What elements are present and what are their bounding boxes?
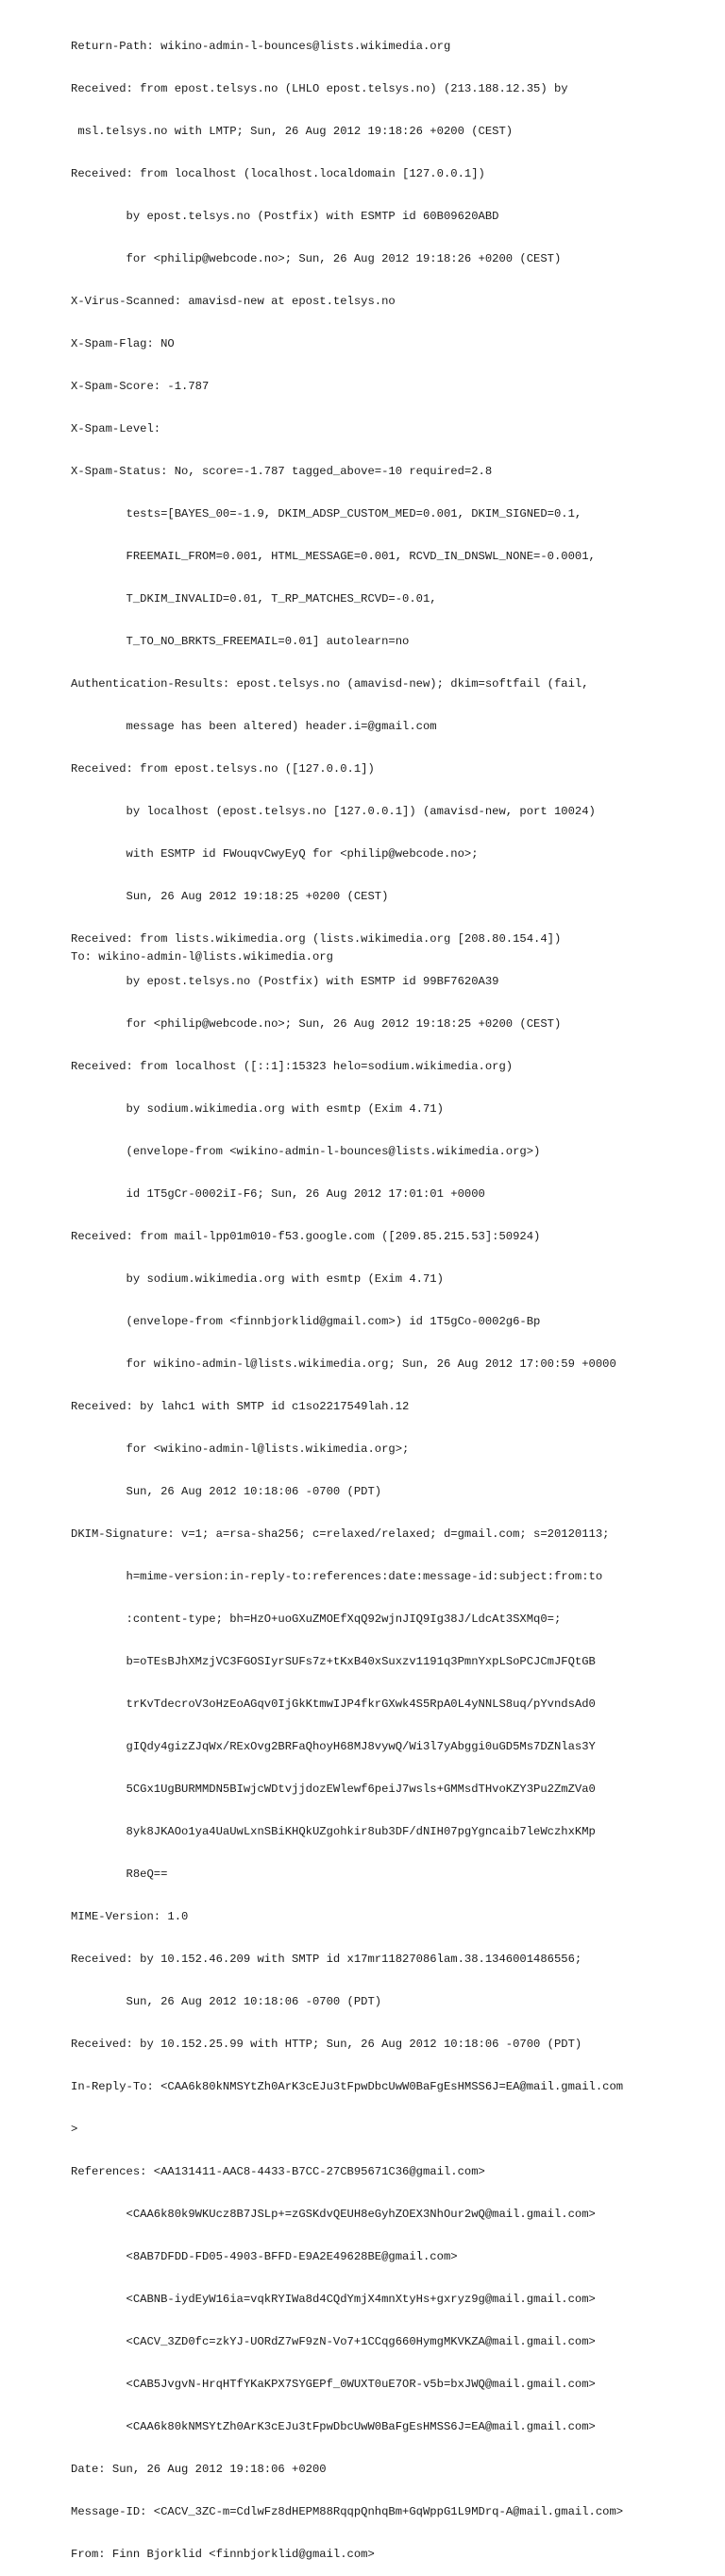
- header-line: by localhost (epost.telsys.no [127.0.0.1]) (amavisd-new, port 10024): [71, 805, 596, 818]
- header-line: Received: by 10.152.46.209 with SMTP id x17mr11827086lam.38.1346001486556;: [71, 1953, 582, 1966]
- header-line: by sodium.wikimedia.org with esmtp (Exim 4.71): [71, 1102, 444, 1116]
- header-line: Authentication-Results: epost.telsys.no (amavisd-new); dkim=softfail (fail,: [71, 677, 589, 691]
- header-line: Received: from lists.wikimedia.org (lists.wikimedia.org [208.80.154.4]): [71, 932, 562, 946]
- header-line: X-Spam-Status: No, score=-1.787 tagged_above=-10 required=2.8: [71, 465, 493, 478]
- header-line: Return-Path: wikino-admin-l-bounces@lists.wikimedia.org: [71, 40, 451, 53]
- header-line: Received: by 10.152.25.99 with HTTP; Sun, 26 Aug 2012 10:18:06 -0700 (PDT): [71, 2038, 582, 2051]
- header-line: for <philip@webcode.no>; Sun, 26 Aug 2012 19:18:25 +0200 (CEST): [71, 1017, 562, 1031]
- header-line: :content-type; bh=HzO+uoGXuZMOEfXqQ92wjnJIQ9Ig38J/LdcAt3SXMq0=;: [71, 1612, 562, 1626]
- header-line: <CABNB-iydEyW16ia=vqkRYIWa8d4CQdYmjX4mnXtyHs+gxryz9g@mail.gmail.com>: [71, 2293, 596, 2306]
- header-line: FREEMAIL_FROM=0.001, HTML_MESSAGE=0.001, RCVD_IN_DNSWL_NONE=-0.0001,: [71, 550, 596, 563]
- header-line: message has been altered) header.i=@gmail.com: [71, 720, 437, 733]
- header-line: Received: from mail-lpp01m010-f53.google.com ([209.85.215.53]:50924): [71, 1230, 541, 1243]
- header-line: Received: from localhost ([::1]:15323 helo=sodium.wikimedia.org): [71, 1060, 514, 1073]
- header-line: Sun, 26 Aug 2012 10:18:06 -0700 (PDT): [71, 1995, 382, 2008]
- header-line: (envelope-from <wikino-admin-l-bounces@lists.wikimedia.org>): [71, 1145, 541, 1158]
- header-line: Date: Sun, 26 Aug 2012 19:18:06 +0200: [71, 2463, 327, 2476]
- header-line: X-Virus-Scanned: amavisd-new at epost.telsys.no: [71, 295, 396, 308]
- header-line: for <wikino-admin-l@lists.wikimedia.org>;: [71, 1442, 410, 1456]
- header-line: X-Spam-Level:: [71, 422, 161, 435]
- email-headers: [71, 11, 722, 2576]
- header-line: T_TO_NO_BRKTS_FREEMAIL=0.01] autolearn=no: [71, 635, 410, 648]
- header-line: Message-ID: <CACV_3ZC-m=CdlwFz8dHEPM88RqqpQnhqBm+GqWppG1L9MDrq-A@mail.gmail.com>: [71, 2505, 624, 2518]
- to-header-line: To: wikino-admin-l@lists.wikimedia.org: [71, 950, 333, 964]
- header-line: T_DKIM_INVALID=0.01, T_RP_MATCHES_RCVD=-0.01,: [71, 592, 437, 606]
- header-line: by sodium.wikimedia.org with esmtp (Exim 4.71): [71, 1272, 444, 1286]
- header-line: h=mime-version:in-reply-to:references:date:message-id:subject:from:to: [71, 1570, 603, 1583]
- header-line: <CACV_3ZD0fc=zkYJ-UORdZ7wF9zN-Vo7+1CCqg660HymgMKVKZA@mail.gmail.com>: [71, 2335, 596, 2348]
- header-line: (envelope-from <finnbjorklid@gmail.com>) id 1T5gCo-0002g6-Bp: [71, 1315, 541, 1328]
- header-line: Received: from epost.telsys.no ([127.0.0.1]): [71, 762, 375, 776]
- header-line: <CAA6k80kNMSYtZh0ArK3cEJu3tFpwDbcUwW0BaFgEsHMSS6J=EA@mail.gmail.com>: [71, 2420, 596, 2433]
- header-line: id 1T5gCr-0002iI-F6; Sun, 26 Aug 2012 17:01:01 +0000: [71, 1187, 485, 1201]
- header-line: with ESMTP id FWouqvCwyEyQ for <philip@webcode.no>;: [71, 847, 479, 861]
- header-line: X-Spam-Score: -1.787: [71, 380, 210, 393]
- header-line: tests=[BAYES_00=-1.9, DKIM_ADSP_CUSTOM_MED=0.001, DKIM_SIGNED=0.1,: [71, 507, 582, 520]
- header-line: trKvTdecroV3oHzEoAGqv0IjGkKtmwIJP4fkrGXwk4S5RpA0L4yNNLS8uq/pYvndsAd0: [71, 1697, 596, 1711]
- header-line: gIQdy4gizZJqWx/RExOvg2BRFaQhoyH68MJ8vywQ/Wi3l7yAbggi0uGD5Ms7DZNlas3Y: [71, 1740, 596, 1753]
- header-line: by epost.telsys.no (Postfix) with ESMTP id 60B09620ABD: [71, 210, 499, 223]
- header-line: 8yk8JKAOo1ya4UaUwLxnSBiKHQkUZgohkir8ub3DF/dNIH07pgYgncaib7leWczhxKMp: [71, 1825, 596, 1838]
- header-line: <CAA6k80k9WKUcz8B7JSLp+=zGSKdvQEUH8eGyhZOEX3NhOur2wQ@mail.gmail.com>: [71, 2208, 596, 2221]
- header-line: for wikino-admin-l@lists.wikimedia.org; Sun, 26 Aug 2012 17:00:59 +0000: [71, 1357, 616, 1371]
- header-line: 5CGx1UgBURMMDN5BIwjcWDtvjjdozEWlewf6peiJ7wsls+GMMsdTHvoKZY3Pu2ZmZVa0: [71, 1783, 596, 1796]
- header-line: MIME-Version: 1.0: [71, 1910, 189, 1923]
- header-line: From: Finn Bjorklid <finnbjorklid@gmail.com>: [71, 2548, 375, 2561]
- header-line: References: <AA131411-AAC8-4433-B7CC-27CB95671C36@gmail.com>: [71, 2165, 485, 2178]
- header-line: >: [71, 2123, 78, 2136]
- header-line: Sun, 26 Aug 2012 10:18:06 -0700 (PDT): [71, 1485, 382, 1498]
- header-line: DKIM-Signature: v=1; a=rsa-sha256; c=relaxed/relaxed; d=gmail.com; s=20120113;: [71, 1527, 610, 1541]
- header-line: Received: from localhost (localhost.localdomain [127.0.0.1]): [71, 167, 485, 180]
- header-line: Sun, 26 Aug 2012 19:18:25 +0200 (CEST): [71, 890, 389, 903]
- header-line: In-Reply-To: <CAA6k80kNMSYtZh0ArK3cEJu3tFpwDbcUwW0BaFgEsHMSS6J=EA@mail.gmail.com: [71, 2080, 624, 2093]
- header-line: for <philip@webcode.no>; Sun, 26 Aug 2012 19:18:26 +0200 (CEST): [71, 252, 562, 265]
- header-line: msl.telsys.no with LMTP; Sun, 26 Aug 2012 19:18:26 +0200 (CEST): [71, 125, 514, 138]
- header-line: Received: by lahc1 with SMTP id c1so2217549lah.12: [71, 1400, 410, 1413]
- header-line: X-Spam-Flag: NO: [71, 337, 175, 350]
- header-line: Received: from epost.telsys.no (LHLO epost.telsys.no) (213.188.12.35) by: [71, 82, 568, 95]
- header-line: by epost.telsys.no (Postfix) with ESMTP id 99BF7620A39: [71, 975, 499, 988]
- header-line: <8AB7DFDD-FD05-4903-BFFD-E9A2E49628BE@gmail.com>: [71, 2250, 458, 2263]
- header-line: <CAB5JvgvN-HrqHTfYKaKPX7SYGEPf_0WUXT0uE7OR-v5b=bxJWQ@mail.gmail.com>: [71, 2378, 596, 2391]
- header-line: b=oTEsBJhXMzjVC3FGOSIyrSUFs7z+tKxB40xSuxzv1191q3PmnYxpLSoPCJCmJFQtGB: [71, 1655, 596, 1668]
- header-line: R8eQ==: [71, 1868, 168, 1881]
